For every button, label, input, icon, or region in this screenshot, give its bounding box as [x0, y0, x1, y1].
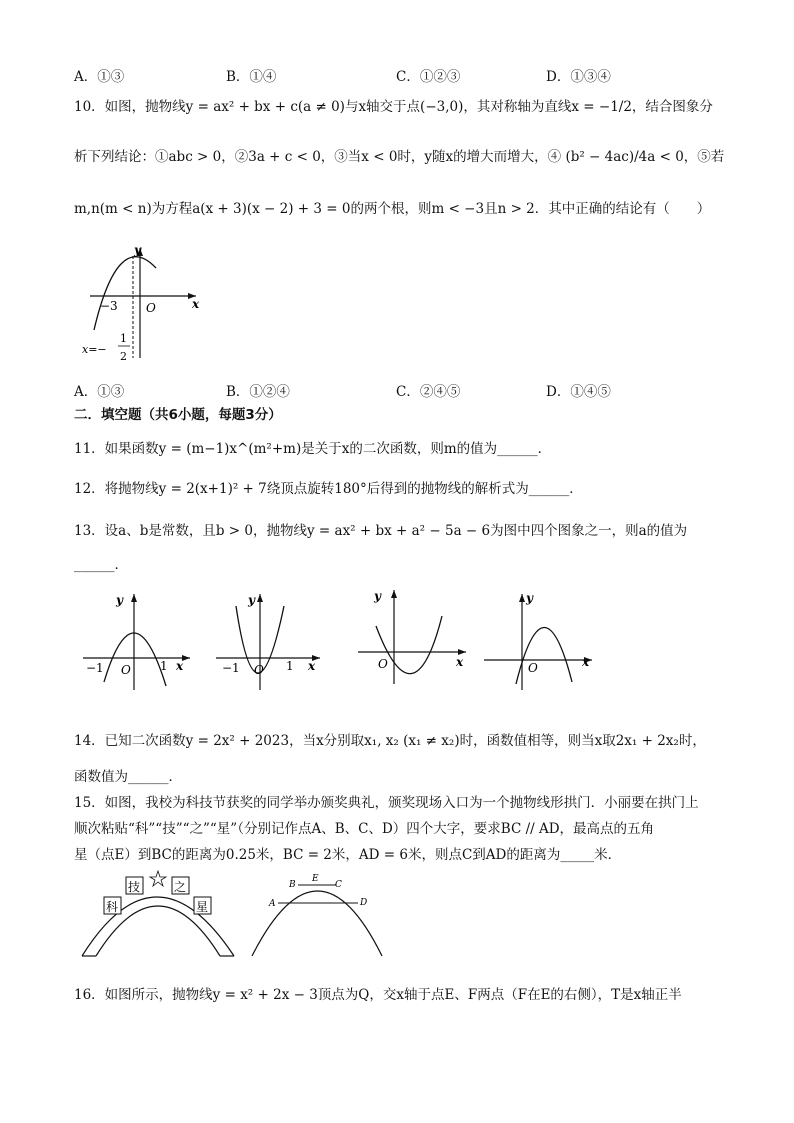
q13-g3-y: y	[374, 589, 381, 603]
q13-graph-4	[484, 591, 592, 690]
q13-g2-neg1: −1	[222, 661, 240, 675]
q13-g1-y: y	[116, 593, 123, 607]
q15-char-ji	[126, 877, 143, 894]
q13-g1-o: O	[121, 663, 131, 677]
q9-option-c: C．①②③	[396, 69, 461, 85]
q15-line-3: 星（点E）到BC的距离为0.25米，BC = 2米，AD = 6米，则点C到AD的距离为_____米．	[74, 847, 622, 863]
svg-text:技: 技	[128, 880, 141, 894]
q13-g4-y: y	[526, 591, 533, 605]
q10-option-d: D．①④⑤	[546, 384, 611, 400]
q13-graph-3	[358, 589, 466, 684]
q13-g2-y: y	[248, 593, 255, 607]
q13-g2-one: 1	[286, 659, 294, 673]
q15-figure	[76, 868, 396, 960]
q10-line-2: 析下列结论：①abc > 0，②3a + c < 0，③当x < 0时，y随x的增大而增大，④ (b² − 4ac)/4a < 0，⑤若	[74, 149, 725, 165]
q15-point-c: C	[335, 880, 342, 890]
svg-text:星: 星	[196, 900, 209, 914]
q10-origin-label: O	[146, 301, 156, 315]
q9-option-a: A．①③	[74, 69, 125, 85]
q10-option-a: A．①③	[74, 384, 125, 400]
q15-char-xing	[194, 897, 211, 914]
q13-g1-neg1: −1	[86, 661, 104, 675]
q15-diagram	[252, 874, 382, 956]
q13-g3-o: O	[378, 657, 388, 671]
q10-x-label: x	[192, 297, 200, 311]
q15-char-zhi	[172, 877, 189, 894]
q10-figure	[78, 238, 208, 370]
q15-line-1: 15．如图，我校为科技节获奖的同学举办颁奖典礼，颁奖现场入口为一个抛物线形拱门．小丽要在拱门上	[74, 795, 699, 811]
q13-g2-x: x	[308, 659, 316, 673]
star-icon	[150, 871, 166, 886]
q13-line-2: ______．	[74, 557, 128, 573]
svg-text:科: 科	[106, 900, 119, 914]
q10-line-3: m,n(m < n)为方程a(x + 3)(x − 2) + 3 = 0的两个根，则m < −3且n > 2．其中正确的结论有（ ）	[74, 201, 711, 217]
q13-line-1: 13．设a、b是常数，且b > 0，抛物线y = ax² + bx + a² − 5a − 6为图中四个图象之一，则a的值为	[74, 523, 688, 539]
q13-g4-o: O	[528, 661, 538, 675]
q13-figures	[78, 586, 598, 692]
q13-graph-2	[216, 593, 320, 690]
q10-tick-neg3: −3	[100, 299, 118, 313]
svg-text:之: 之	[174, 880, 187, 894]
q16-text: 16．如图所示，抛物线y = x² + 2x − 3顶点为Q，交x轴于点E、F两点（F在E的右侧），T是x轴正半	[74, 987, 682, 1003]
q13-g3-x: x	[456, 655, 464, 669]
q15-point-b: B	[289, 880, 296, 890]
q13-g4-x: x	[582, 655, 590, 669]
q13-g1-one: 1	[160, 659, 168, 673]
q15-line-2: 顺次粘贴“科”“技”“之”“星”（分别记作点A、B、C、D）四个大字，要求BC // AD，最高点的五角	[74, 821, 655, 837]
q10-half-denominator: 2	[120, 350, 127, 363]
q13-g1-x: x	[176, 659, 184, 673]
q10-y-axis	[137, 248, 143, 358]
q10-axis-label: x=−	[82, 343, 107, 356]
q11-text: 11．如果函数y = (m−1)x^(m²+m)是关于x的二次函数，则m的值为______．	[74, 441, 552, 457]
q10-option-c: C．②④⑤	[396, 384, 461, 400]
q10-half-numerator: 1	[120, 332, 127, 345]
q14-line-2: 函数值为______．	[74, 769, 182, 785]
q9-option-b: B．①④	[226, 69, 277, 85]
q13-g2-o: O	[254, 663, 264, 677]
q14-line-1: 14．已知二次函数y = 2x² + 2023，当x分别取x₁, x₂ (x₁ ≠ x₂)时，函数值相等，则当x取2x₁ + 2x₂时，	[74, 733, 706, 749]
q10-line-1: 10．如图，抛物线y = ax² + bx + c(a ≠ 0)与x轴交于点(−3,0)，其对称轴为直线x = −1/2，结合图象分	[74, 99, 713, 115]
q10-option-b: B．①②④	[226, 384, 290, 400]
section-heading: 二．填空题（共6小题，每题3分）	[74, 407, 282, 423]
q13-graph-1	[83, 593, 190, 690]
q10-y-label: y	[134, 243, 141, 257]
q15-point-e: E	[312, 874, 319, 884]
q15-point-a: A	[269, 899, 276, 909]
q15-char-ke	[104, 897, 121, 914]
q15-point-d: D	[360, 898, 368, 908]
q12-text: 12．将抛物线y = 2(x+1)² + 7绕顶点旋转180°后得到的抛物线的解析式为______．	[74, 481, 583, 497]
q10-parabola	[94, 257, 156, 330]
q9-option-d: D．①③④	[546, 69, 611, 85]
